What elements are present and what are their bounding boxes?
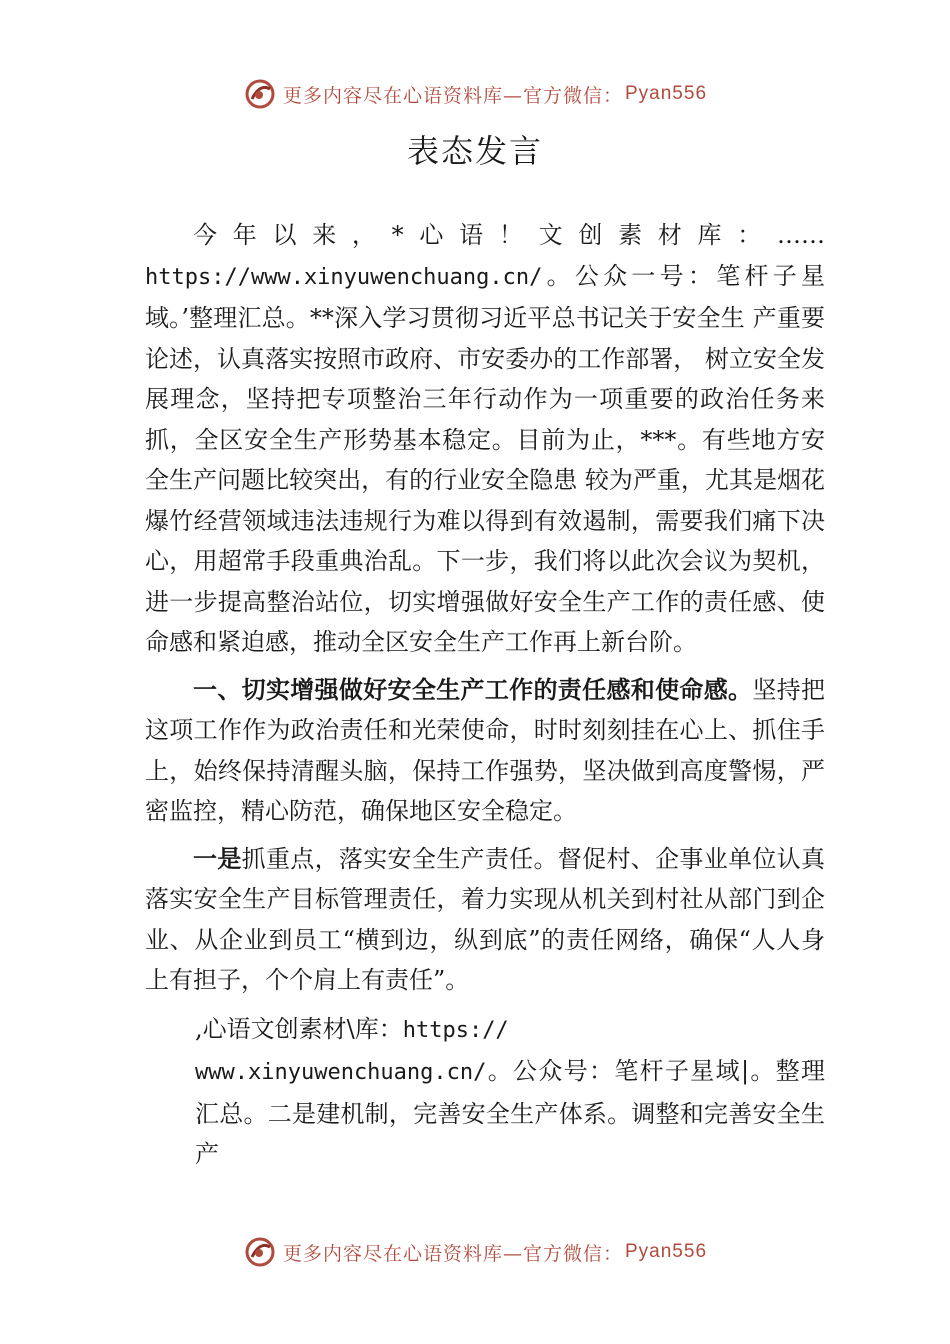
red-circle-logo-icon bbox=[243, 1235, 277, 1269]
banner-wechat-id: Pyan556 bbox=[625, 1241, 708, 1262]
item-lead: 一是 bbox=[193, 844, 242, 873]
paragraph-4: ,心语文创素材\库：https:// www.xinyuwenchuang.cn/。公众号：笔杆子星域|。整理汇总。二是建机制，完善安全生产体系。调整和完善安全生产 bbox=[195, 1014, 825, 1168]
footer-banner bbox=[0, 1230, 950, 1274]
header-banner bbox=[0, 72, 950, 116]
url-link: https://www.xinyuwenchuang.cn/ bbox=[145, 264, 543, 290]
document-body bbox=[145, 215, 825, 1175]
banner-text: 更多内容尽在心语资料库—官方微信： bbox=[282, 84, 623, 107]
url-link: https:// bbox=[402, 1017, 509, 1043]
url-link: www.xinyuwenchuang.cn/ bbox=[195, 1060, 487, 1085]
banner-text: 更多内容尽在心语资料库—官方微信： bbox=[282, 1242, 623, 1265]
red-circle-logo-icon bbox=[243, 77, 277, 111]
section-heading: 一、切实增强做好安全生产工作的责任感和使命感。 bbox=[193, 675, 753, 704]
paragraph-2: 一、切实增强做好安全生产工作的责任感和使命感。坚持把这项工作作为政治责任和光荣使命，时时刻刻挂在心上、抓住手上，始终保持清醒头脑，保持工作强势，坚决做到高度警惕，严密监控，精心防范，确保地区安全稳定。 bbox=[145, 675, 825, 825]
document-title: 表态发言 bbox=[406, 132, 543, 170]
paragraph-1: 今年以来，*心语！文创素材库：……https://www.xinyuwenchuang.cn/。公众一号：笔杆子星域。’整理汇总。**深入学习贯彻习近平总书记关于安全生 产重要论述，认真落实按照市政府、市安委办的工作部署， 树立安全发展理念，坚持把专项整治三年行动作为一项重要的政治任务来抓，全区安全生产形势基本稳定。目前为止，***。有些地方安全生产问题比较突出，有的行业安全隐患 较为严重，尤其是烟花爆竹经营领域违法违规行为难以得到有效遏制，需要我们痛下决心，用超常手段重典治乱。下一步，我们将以此次会议为契机，进一步提高整治站位，切实增强做好安全生产工作的责任感、使命感和紧迫感，推动全区安全生产工作再上新台阶。 bbox=[145, 221, 825, 656]
paragraph-3: 一是抓重点，落实安全生产责任。督促村、企事业单位认真落实安全生产目标管理责任，着力实现从机关到村社从部门到企业、从企业到员工“横到边，纵到底”的责任网络，确保“人人身上有担子，个个肩上有责任”。 bbox=[145, 844, 825, 994]
banner-wechat-id: Pyan556 bbox=[625, 83, 708, 104]
